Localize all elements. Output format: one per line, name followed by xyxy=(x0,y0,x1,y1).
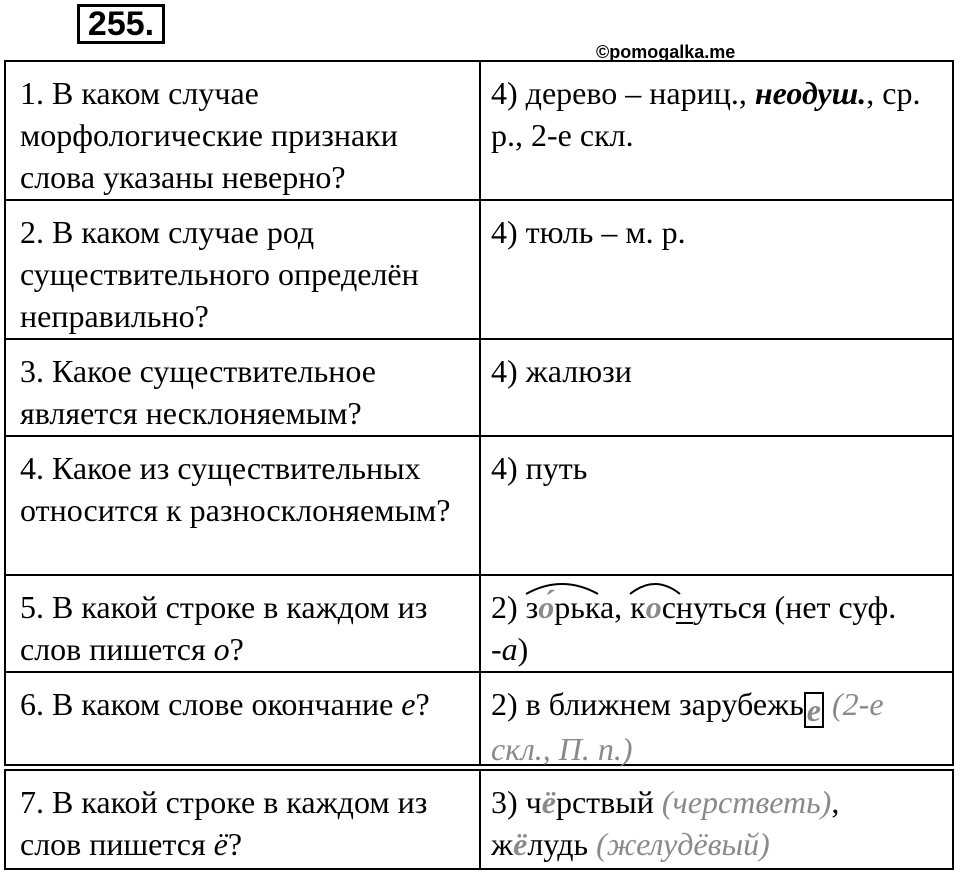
answer-text: 2) в ближнем зарубежь xyxy=(491,686,804,722)
answer-cell xyxy=(481,673,952,767)
answer-cell xyxy=(481,340,952,435)
table-row xyxy=(6,673,952,766)
table-row xyxy=(6,62,952,201)
suffix-underline: н xyxy=(675,589,694,625)
answer-text: ж xyxy=(491,826,514,862)
answer-cell xyxy=(481,437,952,574)
watermark: ©pomogalka.me xyxy=(596,42,736,62)
question-text: ? xyxy=(229,631,244,667)
answer-cell xyxy=(481,201,952,338)
answer-text: с xyxy=(661,589,676,625)
answer-text: 4) тюль – м. р. xyxy=(491,214,686,250)
question-cell xyxy=(6,673,481,764)
root-arc-zorka xyxy=(526,586,615,628)
question-cell xyxy=(6,576,481,671)
question-cell: 2. В каком случае род существительного определён неправильно? xyxy=(6,201,481,338)
root-arc-icon xyxy=(524,580,602,596)
answer-text: 4) дерево – нариц., xyxy=(491,75,755,111)
question-cell: 4. Какое из существительных относится к разносклоняемым? xyxy=(6,437,481,574)
answer-note: (желудёвый) xyxy=(596,826,770,862)
answer-text: 2) xyxy=(491,589,526,625)
answer-text: з xyxy=(525,589,539,625)
answer-text: к xyxy=(630,589,646,625)
answer-emphasis: неодуш. xyxy=(754,75,867,111)
answer-letter: ё xyxy=(513,826,528,862)
answer-text: , xyxy=(614,589,631,625)
question-text: ? xyxy=(415,686,430,722)
table-row xyxy=(6,340,952,437)
answer-text: уться (нет суф. xyxy=(693,589,897,625)
question-cell: 3. Какое существительное является несклоняемым? xyxy=(6,340,481,435)
answer-note: (2-е скл., П. п.) xyxy=(491,686,884,767)
question-letter: е xyxy=(401,686,416,722)
question-cell: 1. В каком случае морфологические признаки слова указаны неверно? xyxy=(6,62,481,199)
answer-text: 3) ч xyxy=(491,784,542,820)
task-number: 255. xyxy=(77,4,165,44)
answer-table-2 xyxy=(4,769,954,870)
answer-text: 4) жалюзи xyxy=(491,353,632,389)
root-arc-kosnutsya xyxy=(630,586,676,628)
answer-letter: о́ xyxy=(538,589,555,625)
question-text: 6. В каком слове окончание xyxy=(20,686,402,722)
answer-text: , ср. р., 2-е скл. xyxy=(491,75,921,153)
answer-cell xyxy=(481,62,952,199)
answer-text: рька xyxy=(554,589,615,625)
ending-box: е xyxy=(804,692,824,728)
answer-letter: ё xyxy=(541,784,556,820)
question-cell xyxy=(6,771,481,868)
question-text: 5. В какой строке в каждом из слов пишется xyxy=(20,589,428,667)
answer-text: -а xyxy=(491,631,518,667)
question-text: ? xyxy=(227,826,243,862)
table-row xyxy=(6,201,952,340)
answer-text: рствый xyxy=(555,784,662,820)
table-row xyxy=(6,771,952,870)
answer-letter: о xyxy=(645,589,662,625)
question-letter: ё xyxy=(213,826,228,862)
answer-text: ) xyxy=(517,631,529,667)
question-letter: о xyxy=(213,631,230,667)
answer-table xyxy=(4,60,954,766)
answer-text: 4) путь xyxy=(491,450,588,486)
table-row xyxy=(6,437,952,576)
question-text: 7. В какой строке в каждом из слов пишется xyxy=(20,784,428,862)
answer-note: (черстветь) xyxy=(661,784,832,820)
answer-cell xyxy=(481,771,952,868)
answer-cell xyxy=(481,576,952,671)
answer-text: лудь xyxy=(527,826,597,862)
root-arc-icon xyxy=(628,580,684,596)
table-row xyxy=(6,576,952,673)
answer-text: , xyxy=(831,784,840,820)
